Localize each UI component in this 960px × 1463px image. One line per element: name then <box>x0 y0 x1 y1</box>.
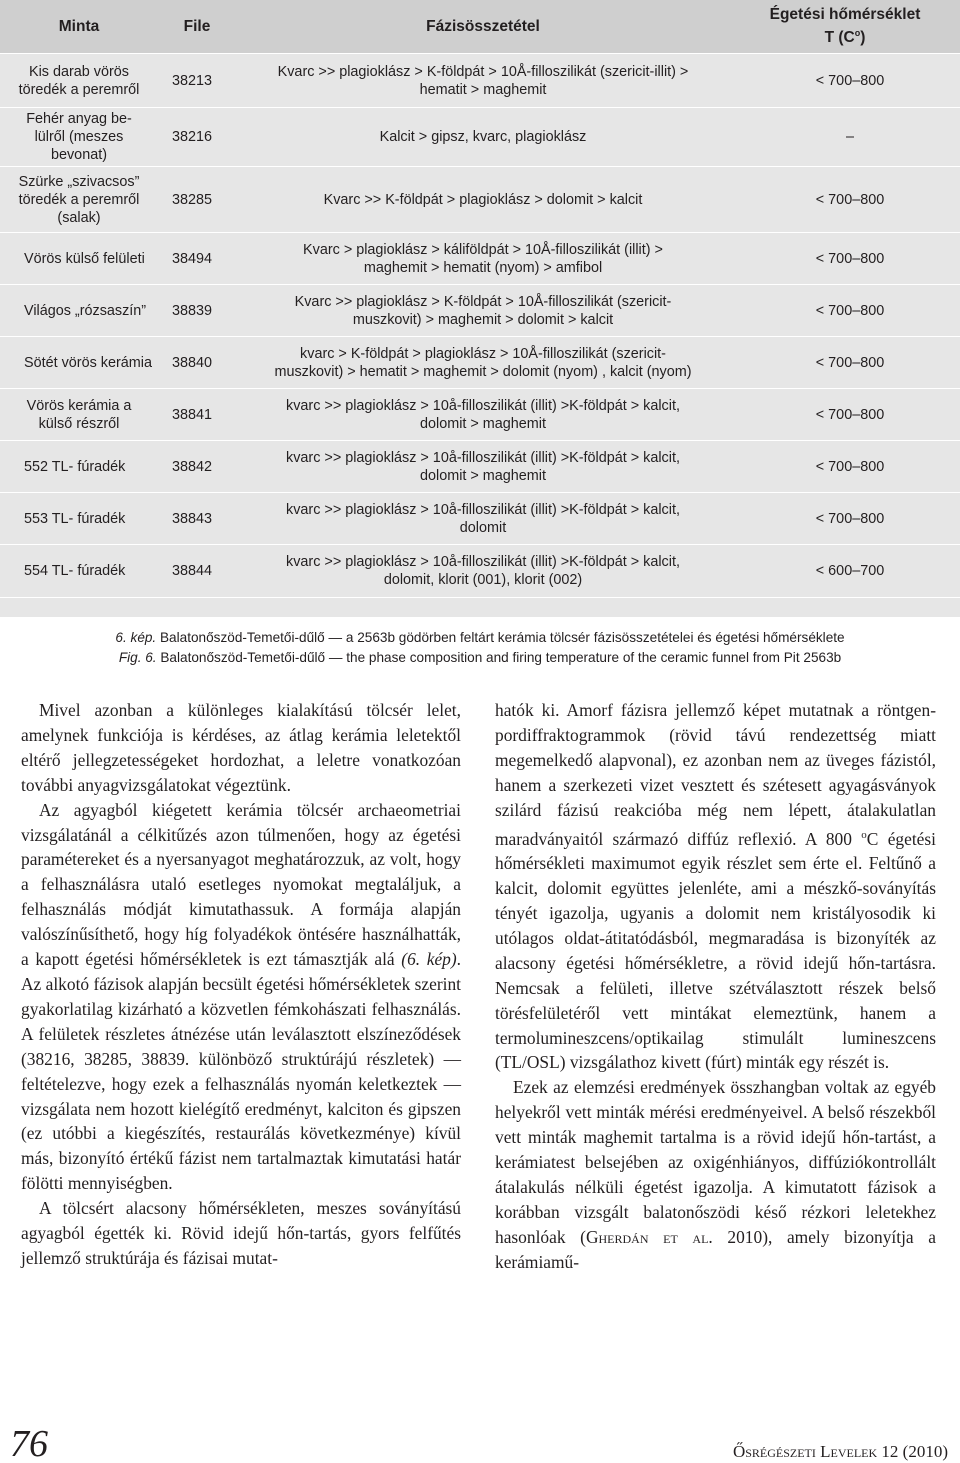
sample-line: Vörös kerámia a <box>26 397 132 414</box>
header-temperature <box>730 0 960 54</box>
cell-file: 38841 <box>158 389 236 441</box>
cell-file: 38839 <box>158 285 236 337</box>
paragraph <box>21 798 461 1197</box>
sample-line: Sötét vörös kerámia <box>24 354 152 371</box>
cell-file: 38494 <box>158 233 236 285</box>
table-row <box>0 337 960 389</box>
cell-file: 38844 <box>158 545 236 598</box>
cell-sample <box>0 337 158 389</box>
sample-line: töredék a peremről <box>18 191 140 208</box>
phase-line: dolomit <box>459 519 507 536</box>
table-row <box>0 108 960 167</box>
cell-sample <box>0 441 158 493</box>
cell-phase <box>236 167 730 233</box>
paragraph: A tölcsért alacsony hőmérsékleten, meszes soványítású agyagból égették ki. Rövid idejű hőn-tartás, gyors felfűtés jellemző struktúrája és fázisai mutat- <box>21 1198 461 1268</box>
caption-hu <box>0 628 960 648</box>
phase-line: muszkovit) > hematit > maghemit > dolomit (nyom) , kalcit (nyom) <box>274 363 692 380</box>
cell-file: 38840 <box>158 337 236 389</box>
cell-phase <box>236 545 730 598</box>
cell-sample <box>0 233 158 285</box>
cell-temperature: – <box>730 108 960 167</box>
cell-file: 38213 <box>158 54 236 108</box>
table-row <box>0 545 960 598</box>
cell-temperature: < 700–800 <box>730 233 960 285</box>
cell-phase <box>236 54 730 108</box>
phase-line: dolomit, klorit (001), klorit (002) <box>383 572 583 588</box>
cell-phase <box>236 493 730 545</box>
cell-phase <box>236 441 730 493</box>
figure-caption <box>0 628 960 668</box>
sample-line: 552 TL- fúradék <box>24 458 126 475</box>
figure-reference: (6. kép) <box>401 949 457 970</box>
phase-line: kvarc >> plagioklász > 10å-filloszilikát (illit) >K-földpát > kalcit, <box>286 449 680 466</box>
paragraph-text: C égetési hőmérsékleti maximumot egyik részlet sem érte el. Feltűnő a kalcit, dolomit együttes jelenléte, ami a mészkő-soványítás tényét igazolja, ugyanis a dolomit nem kristályosodik ki utólagos oldat-átitatódásból, megmaradása is bizonyíték az alacsony égetési hőmérsékletre, a rövid idejű hőn-tartásra. Nemcsak a felületi, illetve szétválasztott részek belső törésfelületéről vett mintákat elemeztünk, hanem a termolumineszcens/optikailag stimulált lumineszcens (TL/OSL) vizsgálathoz kivett (fúrt) minták egy részét is. <box>495 828 936 1073</box>
cell-temperature: < 700–800 <box>730 54 960 108</box>
cell-sample <box>0 54 158 108</box>
phase-line: kvarc >> plagioklász > 10å-filloszilikát (illit) >K-földpát > kalcit, <box>286 501 680 518</box>
cell-phase <box>236 285 730 337</box>
page-number: 76 <box>10 1423 48 1463</box>
sample-line: Vörös külső felületi <box>24 250 145 267</box>
cell-sample <box>0 108 158 167</box>
cell-temperature: < 700–800 <box>730 167 960 233</box>
cell-sample <box>0 285 158 337</box>
paragraph <box>495 698 936 1075</box>
cell-sample <box>0 167 158 233</box>
paragraph-text: Ezek az elemzési eredmények összhangban voltak az egyéb helyekről vett minták mérési eredményeivel. A belső részekből vett minták maghemit tartalma is a rövid idejű hőn-tartást, a kerámiatest belsejében az oxigénhiányos, diffúziókontrollált átalakulás nélküli égetést igazolja. A kimutatott fázisok a korábban vizsgált balatonőszödi késő rézkori leletekhez hasonlóak ( <box>495 1077 936 1247</box>
cell-file: 38843 <box>158 493 236 545</box>
phase-line: Kvarc >> plagioklász > K-földpát > 10Å-filloszilikát (szericit- <box>294 293 672 310</box>
table-row <box>0 54 960 108</box>
sample-line: Kis darab vörös <box>29 63 129 80</box>
phase-line: muszkovit) > maghemit > dolomit > kalcit <box>352 311 614 328</box>
phase-line: dolomit > maghemit <box>420 467 546 484</box>
header-temp-unit: T (C <box>824 29 855 47</box>
cell-phase <box>236 337 730 389</box>
sample-line: 554 TL- fúradék <box>24 563 126 579</box>
header-file: File <box>158 0 236 54</box>
paragraph: Mivel azonban a különleges kialakítású tölcsér lelet, amelynek funkciója is kérdéses, az átlag kerámia leletektől eltérő jellegzetességeket hordozhat, a leletre vonatkozóan további anyagvizsgálatokat végeztünk. <box>21 700 461 795</box>
sample-line: Szürke „szivacsos” <box>18 173 140 190</box>
phase-line: dolomit > maghemit <box>420 415 546 432</box>
phase-table <box>0 0 960 617</box>
caption-en <box>0 648 960 668</box>
cell-phase <box>236 233 730 285</box>
citation-authors: Gherdán et al. <box>585 1226 713 1247</box>
table-row <box>0 389 960 441</box>
sample-line: Világos „rózsaszín” <box>24 302 147 319</box>
cell-sample <box>0 545 158 598</box>
paragraph-text: 2010), amely bizonyítja a kerámiamű- <box>495 1226 936 1272</box>
text-column-left <box>21 698 461 1271</box>
cell-file: 38216 <box>158 108 236 167</box>
text-column-right <box>495 698 936 1275</box>
sample-line: (salak) <box>57 209 101 226</box>
phase-line: Kvarc > plagioklász > káliföldpát > 10Å-filloszilikát (illit) > <box>303 241 663 258</box>
table-row <box>0 285 960 337</box>
phase-line: Kvarc >> plagioklász > K-földpát > 10Å-filloszilikát (szericit-illit) > <box>277 63 689 80</box>
cell-file: 38842 <box>158 441 236 493</box>
phase-line: kvarc >> plagioklász > 10å-filloszilikát (illit) >K-földpát > kalcit, <box>286 397 680 414</box>
sample-line: lülről (meszes <box>34 129 124 145</box>
paragraph-text: . Az alkotó fázisok alapján becsült égetési hőmérsékletek szerint gyakorlatilag kizárható a közvetlen fémkohászati felhasználás. A felületek részletes átnézése után leválasztott elszíneződések (38216, 38285, 38839. különböző struktúrájú részletek) — feltételezve, hogy ezek a felhasználás nyomán keletkeztek — vizsgálata nem hozott kielégítő eredményt, kalciton és gipszen (ez utóbbi a kiegészítés, restaurálás következménye) kívül más, bizonyító értékű fázist nem tartalmaztak kimutatási határ fölötti mennyiségben. <box>21 949 462 1194</box>
caption-hu-text: Balatonőszöd-Temetői-dűlő — a 2563b gödörben feltárt kerámia tölcsér fázisösszetételei és égetési hőmérséklete <box>156 630 845 645</box>
phase-line: maghemit > hematit (nyom) > amfibol <box>363 259 603 276</box>
table-row <box>0 493 960 545</box>
header-sample: Minta <box>0 0 158 54</box>
caption-en-text: Balatonőszöd-Temetői-dűlő — the phase composition and firing temperature of the ceramic funnel from Pit 2563b <box>156 650 842 665</box>
phase-line: kvarc > K-földpát > plagioklász > 10Å-filloszilikát (szericit- <box>300 345 666 362</box>
cell-temperature: < 700–800 <box>730 493 960 545</box>
cell-phase <box>236 389 730 441</box>
paragraph-text: hatók ki. Amorf fázisra jellemző képet mutatnak a röntgen-pordiffraktogrammok (rövid távú rendezettség miatt megemelkedő alapvonal), ez azonban nem az üveges fázistól, hanem a szerkezeti vizet vesztett és szétesett agyagásványok szilárd fázisú reakcióba még nem lépett, átalakulatlan maradványaitól származó diffúz reflexió. A 800 <box>495 700 936 849</box>
phase-line: kvarc >> plagioklász > 10å-filloszilikát (illit) >K-földpát > kalcit, <box>286 554 680 570</box>
caption-hu-label: 6. kép. <box>115 630 157 645</box>
sample-line: bevonat) <box>50 147 107 163</box>
sample-line: külső részről <box>38 415 120 432</box>
sample-line: 553 TL- fúradék <box>24 510 126 527</box>
sample-line: töredék a peremről <box>18 81 140 98</box>
header-phase: Fázisösszetétel <box>236 0 730 54</box>
cell-sample <box>0 389 158 441</box>
cell-phase <box>236 108 730 167</box>
cell-sample <box>0 493 158 545</box>
cell-temperature: < 700–800 <box>730 441 960 493</box>
header-temp-line1: Égetési hőmérséklet <box>769 6 921 24</box>
table-row <box>0 233 960 285</box>
caption-en-label: Fig. 6. <box>118 650 157 665</box>
cell-file: 38285 <box>158 167 236 233</box>
cell-temperature: < 600–700 <box>730 545 960 598</box>
table-row <box>0 441 960 493</box>
sample-line: Fehér anyag be- <box>26 111 132 127</box>
paragraph-text: Az agyagból kiégetett kerámia tölcsér archaeometriai vizsgálatánál a célkitűzés azon túlmenően, hogy az égetési paramétereket és a nyersanyagot meghatározzuk, az volt, hogy a felhasználásra utaló esetleges nyomokat megtaláljuk, a felhasználás módját kimutathassuk. A formája alapján valószínűsíthető, hogy híg folyadékok öntésére használhatták, a kapott égetési hőmérsékletek is ezt támasztják alá <box>21 799 461 970</box>
header-temp-close: ) <box>860 29 866 47</box>
table-header-row <box>0 0 960 54</box>
cell-temperature: < 700–800 <box>730 285 960 337</box>
journal-title: Ősrégészeti Levelek 12 (2010) <box>732 1442 948 1461</box>
cell-temperature: < 700–800 <box>730 389 960 441</box>
table-row <box>0 167 960 233</box>
header-temp-sup: o <box>854 28 861 39</box>
degree-superscript: o <box>861 828 867 841</box>
phase-line: hematit > maghemit <box>419 81 547 98</box>
phase-line: Kalcit > gipsz, kvarc, plagioklász <box>379 129 587 145</box>
phase-line: Kvarc >> K-földpát > plagioklász > dolomit > kalcit <box>323 191 643 208</box>
cell-temperature: < 700–800 <box>730 337 960 389</box>
paragraph <box>495 1075 936 1274</box>
